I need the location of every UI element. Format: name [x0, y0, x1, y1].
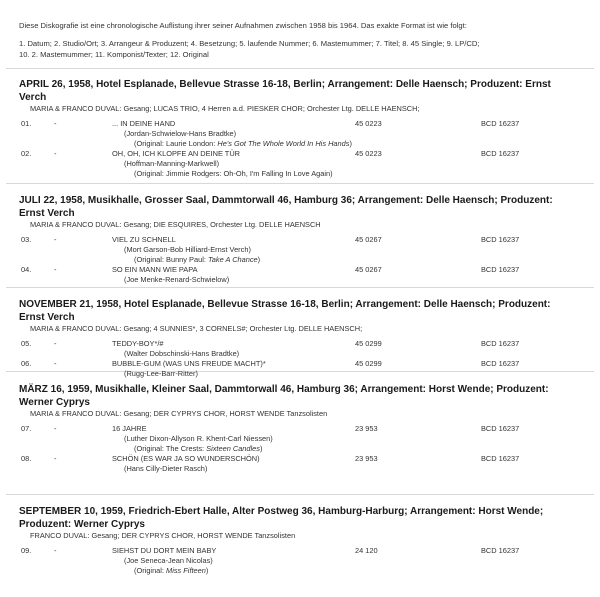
track-original: (Original: Jimmie Rodgers: Oh-Oh, I'm Falling In Love Again): [134, 169, 333, 178]
master-number: -: [54, 359, 57, 368]
track-original: (Original: Laurie London: He's Got The Whole World In His Hands): [134, 139, 352, 148]
master-number: -: [54, 265, 57, 274]
track-entry: [19, 424, 594, 454]
single-number: 45 0223: [355, 119, 382, 128]
single-number: 45 0267: [355, 265, 382, 274]
session-heading: NOVEMBER 21, 1958, Hotel Esplanade, Bellevue Strasse 16-18, Berlin; Arrangement: Delle Haensch; Produzent: Ernst Verch: [19, 299, 551, 323]
session-cast: MARIA & FRANCO DUVAL: Gesang; DIE ESQUIRES, Orchester Ltg. DELLE HAENSCH: [30, 220, 321, 229]
track-number: 06.: [21, 359, 32, 368]
track-entry: [19, 454, 594, 474]
session-section: [19, 195, 594, 285]
session-cast: FRANCO DUVAL: Gesang; DER CYPRYS CHOR, HORST WENDE Tanzsolisten: [30, 531, 296, 540]
track-title: TEDDY-BOY*/#: [112, 339, 164, 348]
track-number: 07.: [21, 424, 32, 433]
format-line-2: 10. 2. Mastemummer; 11. Komponist/Texter; 12. Original: [19, 50, 209, 59]
lp-cd-number: BCD 16237: [481, 339, 520, 348]
section-divider: [6, 183, 594, 184]
track-composer: (Walter Dobschinski-Hans Bradtke): [124, 349, 240, 358]
track-entry: [19, 149, 594, 179]
single-number: 45 0267: [355, 235, 382, 244]
track-original: (Original: Bunny Paul: Take A Chance): [134, 255, 261, 264]
master-number: -: [54, 119, 57, 128]
single-number: 45 0299: [355, 359, 382, 368]
track-number: 01.: [21, 119, 32, 128]
session-heading: APRIL 26, 1958, Hotel Esplanade, Bellevue Strasse 16-18, Berlin; Arrangement: Delle Haensch; Produzent: Ernst Verch: [19, 79, 551, 103]
lp-cd-number: BCD 16237: [481, 424, 520, 433]
master-number: -: [54, 424, 57, 433]
session-cast: MARIA & FRANCO DUVAL: Gesang; LUCAS TRIO, 4 Herren a.d. PIESKER CHOR; Orchester Ltg. DELLE HAENSCH;: [30, 104, 420, 113]
format-line-1: 1. Datum; 2. Studio/Ort; 3. Arrangeur & Produzent; 4. Besetzung; 5. laufende Nummer; 6. Mastemummer; 7. Titel; 8. 45 Single; 9. LP/CD;: [19, 39, 480, 48]
section-divider: [6, 494, 594, 495]
track-entry: [19, 235, 594, 265]
track-original: (Original: The Crests: Sixteen Candles): [134, 444, 263, 453]
master-number: -: [54, 235, 57, 244]
track-title: BUBBLE-GUM (WAS UNS FREUDE MACHT)*: [112, 359, 266, 368]
track-composer: (Hoffman-Manning-Markwell): [124, 159, 220, 168]
track-title: ... IN DEINE HAND: [112, 119, 176, 128]
single-number: 24 120: [355, 546, 378, 555]
track-number: 03.: [21, 235, 32, 244]
track-title: SCHÖN (ES WAR JA SO WUNDERSCHÖN): [112, 454, 260, 463]
track-entry: [19, 359, 594, 379]
session-heading: SEPTEMBER 10, 1959, Friedrich-Ebert Halle, Alter Postweg 36, Hamburg-Harburg; Arrangement: Horst Wende; Produzent: Werner Cyprys: [19, 506, 544, 530]
track-number: 05.: [21, 339, 32, 348]
lp-cd-number: BCD 16237: [481, 265, 520, 274]
track-title: OH, OH, ICH KLOPFE AN DEINE TÜR: [112, 149, 240, 158]
track-composer: (Hans Cilly-Dieter Rasch): [124, 464, 208, 473]
track-entry: [19, 546, 594, 576]
track-entry: [19, 119, 594, 149]
master-number: -: [54, 339, 57, 348]
section-divider: [6, 287, 594, 288]
track-number: 04.: [21, 265, 32, 274]
track-composer: (Joe Menke-Renard-Schwielow): [124, 275, 230, 284]
single-number: 45 0223: [355, 149, 382, 158]
lp-cd-number: BCD 16237: [481, 119, 520, 128]
intro-text: Diese Diskografie ist eine chronologische Auflistung ihrer seiner Aufnahmen zwischen 1958 bis 1964. Das exakte Format ist wie folgt:: [19, 21, 467, 30]
track-title: SIEHST DU DORT MEIN BABY: [112, 546, 217, 555]
track-original: (Original: Miss Fifteen): [134, 566, 209, 575]
master-number: -: [54, 454, 57, 463]
session-cast: MARIA & FRANCO DUVAL: Gesang; DER CYPRYS CHOR, HORST WENDE Tanzsolisten: [30, 409, 328, 418]
lp-cd-number: BCD 16237: [481, 149, 520, 158]
intro: [19, 20, 589, 60]
track-composer: (Joe Seneca-Jean Nicolas): [124, 556, 213, 565]
session-section: [19, 506, 594, 576]
track-composer: (Mort Garson-Bob Hilliard-Ernst Verch): [124, 245, 251, 254]
track-entry: [19, 339, 594, 359]
session-heading: MÄRZ 16, 1959, Musikhalle, Kleiner Saal, Dammtorwall 46, Hamburg 36; Arrangement: Horst Wende; Produzent: Werner Cyprys: [19, 384, 549, 408]
track-composer: (Rugg-Lee-Barr-Ritter): [124, 369, 198, 378]
master-number: -: [54, 546, 57, 555]
lp-cd-number: BCD 16237: [481, 454, 520, 463]
lp-cd-number: BCD 16237: [481, 359, 520, 368]
single-number: 23 953: [355, 424, 378, 433]
track-title: SO EIN MANN WIE PAPA: [112, 265, 198, 274]
track-title: 16 JAHRE: [112, 424, 147, 433]
track-number: 08.: [21, 454, 32, 463]
lp-cd-number: BCD 16237: [481, 235, 520, 244]
section-divider: [6, 68, 594, 69]
lp-cd-number: BCD 16237: [481, 546, 520, 555]
session-cast: MARIA & FRANCO DUVAL: Gesang; 4 SUNNIES*, 3 CORNELS#; Orchester Ltg. DELLE HAENSCH;: [30, 324, 363, 333]
single-number: 45 0299: [355, 339, 382, 348]
single-number: 23 953: [355, 454, 378, 463]
track-entry: [19, 265, 594, 285]
master-number: -: [54, 149, 57, 158]
track-number: 02.: [21, 149, 32, 158]
track-composer: (Jordan-Schwielow-Hans Bradtke): [124, 129, 237, 138]
session-heading: JULI 22, 1958, Musikhalle, Grosser Saal, Dammtorwall 46, Hamburg 36; Arrangement: Delle Haensch; Produzent: Ernst Verch: [19, 195, 553, 219]
session-section: [19, 79, 594, 179]
session-section: [19, 384, 594, 474]
track-number: 09.: [21, 546, 32, 555]
session-section: [19, 299, 594, 379]
track-composer: (Luther Dixon-Allyson R. Khent-Carl Niessen): [124, 434, 273, 443]
track-title: VIEL ZU SCHNELL: [112, 235, 176, 244]
